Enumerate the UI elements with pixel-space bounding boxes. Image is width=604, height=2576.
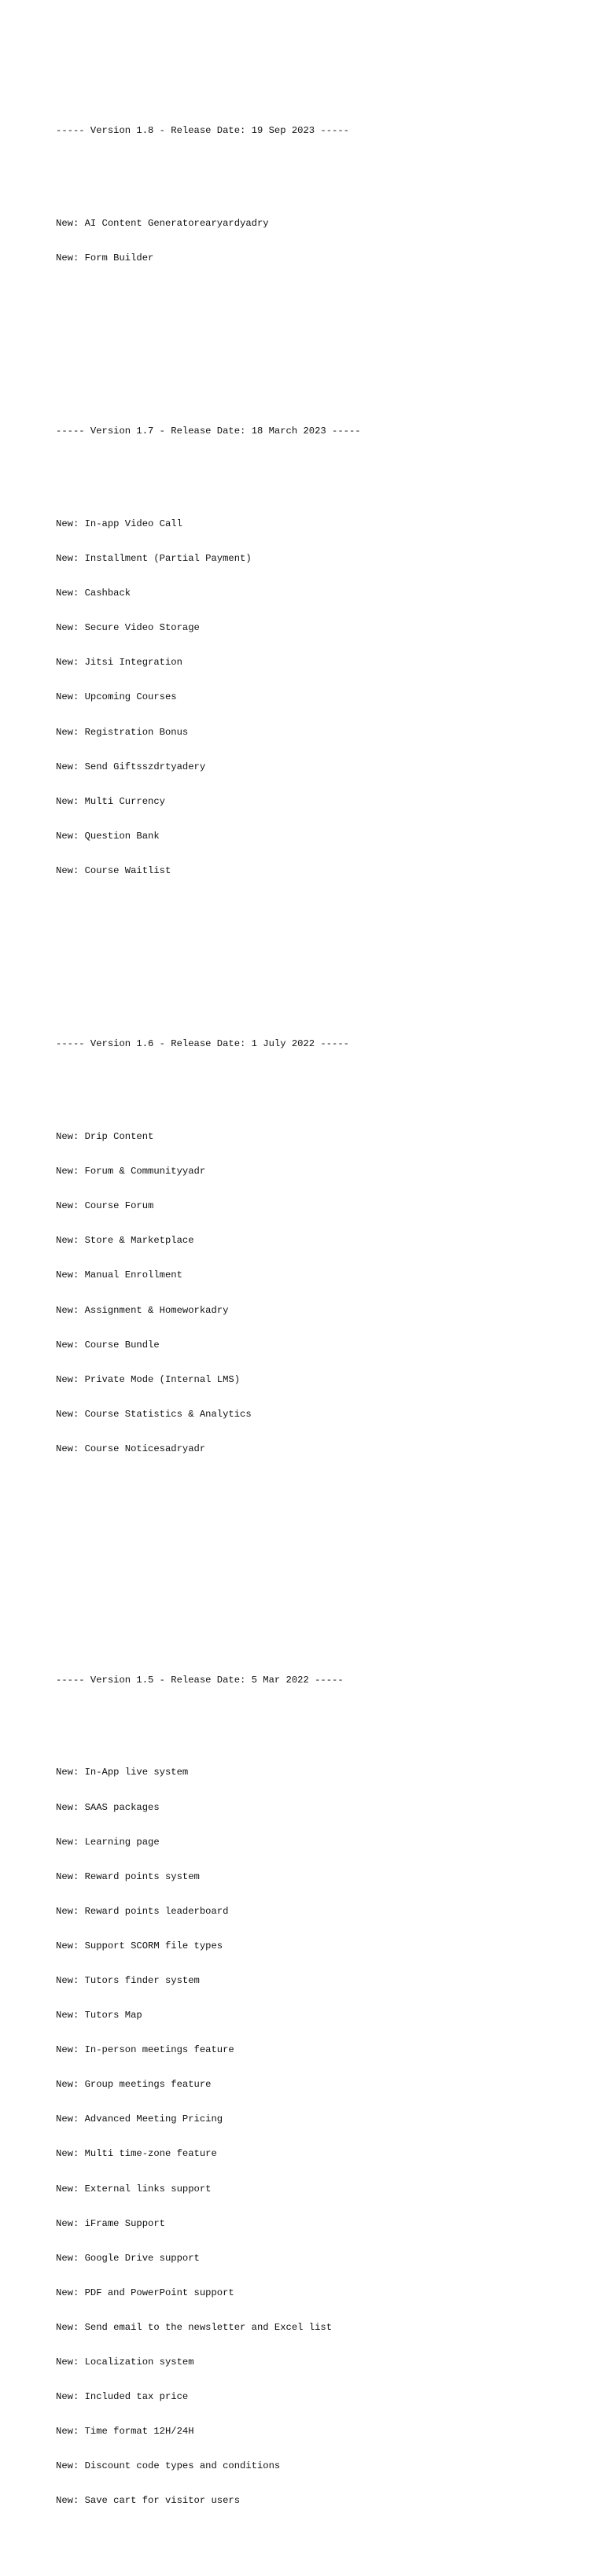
list-item: New: Tutors Map	[56, 2010, 142, 2021]
blank-line	[56, 1074, 591, 1085]
list-item: New: Send email to the newsletter and Excel list	[56, 2321, 333, 2333]
blank-line	[56, 160, 591, 171]
list-item: New: Support SCORM file types	[56, 1940, 223, 1951]
list-item: New: Drip Content	[56, 1131, 154, 1143]
list-item: New: In-app Video Call	[56, 518, 182, 530]
list-item: New: Localization system	[56, 2357, 194, 2368]
list-item: New: Course Noticesadryadr	[56, 1443, 206, 1454]
blank-line	[56, 1709, 591, 1721]
list-item: New: Cashback	[56, 588, 131, 599]
list-item: New: Installment (Partial Payment)	[56, 553, 252, 565]
blank-line	[56, 461, 591, 473]
list-item: New: PDF and PowerPoint support	[56, 2287, 234, 2298]
list-item: New: Send Giftsszdrtyadery	[56, 761, 206, 772]
list-item: New: Learning page	[56, 1836, 160, 1848]
list-item: New: AI Content Generatorearyardyadry	[56, 217, 269, 229]
list-item: New: Reward points leaderboard	[56, 1905, 229, 1917]
list-item: New: Registration Bonus	[56, 726, 189, 738]
list-item: New: Advanced Meeting Pricing	[56, 2113, 223, 2125]
feature-list	[56, 194, 591, 287]
list-item: New: Jitsi Integration	[56, 657, 182, 669]
list-item: New: Course Statistics & Analytics	[56, 1408, 252, 1420]
list-item: New: Google Drive support	[56, 2252, 200, 2264]
list-item: New: Form Builder	[56, 252, 154, 263]
section-gap	[56, 1536, 591, 1571]
feature-list	[56, 1108, 591, 1478]
version-section-1-5	[56, 1651, 591, 2552]
list-item: New: Tutors finder system	[56, 1974, 200, 1986]
version-section-1-8	[56, 102, 591, 311]
list-item: New: External links support	[56, 2183, 212, 2195]
list-item: New: Upcoming Courses	[56, 691, 177, 703]
list-item: New: Forum & Communityyadr	[56, 1166, 206, 1177]
list-item: New: Discount code types and conditions	[56, 2460, 281, 2472]
list-item: New: In-App live system	[56, 1767, 189, 1778]
blank-line	[56, 1594, 591, 1605]
list-item: New: Time format 12H/24H	[56, 2426, 194, 2438]
feature-list	[56, 1744, 591, 2530]
list-item: New: Reward points system	[56, 1870, 200, 1882]
list-item: New: Save cart for visitor users	[56, 2495, 241, 2507]
changelog-document	[56, 56, 591, 2576]
list-item: New: Assignment & Homeworkadry	[56, 1304, 229, 1316]
list-item: New: iFrame Support	[56, 2217, 165, 2229]
list-item: New: Manual Enrollment	[56, 1270, 182, 1281]
list-item: New: SAAS packages	[56, 1801, 160, 1813]
list-item: New: Question Bank	[56, 830, 160, 842]
version-header: ----- Version 1.8 - Release Date: 19 Sep 2023 -----	[56, 125, 349, 137]
list-item: New: Multi Currency	[56, 795, 165, 807]
blank-line	[56, 958, 591, 970]
list-item: New: Group meetings feature	[56, 2079, 212, 2091]
list-item: New: Multi time-zone feature	[56, 2148, 217, 2160]
version-header: ----- Version 1.5 - Release Date: 5 Mar 2022 -----	[56, 1674, 344, 1686]
list-item: New: Course Forum	[56, 1200, 154, 1212]
list-item: New: Course Bundle	[56, 1339, 160, 1351]
list-item: New: In-person meetings feature	[56, 2044, 234, 2056]
version-section-1-6	[56, 1015, 591, 1501]
list-item: New: Included tax price	[56, 2391, 189, 2403]
version-header: ----- Version 1.6 - Release Date: 1 July 2022 -----	[56, 1038, 349, 1050]
list-item: New: Store & Marketplace	[56, 1235, 194, 1247]
version-header: ----- Version 1.7 - Release Date: 18 March 2023 -----	[56, 426, 361, 437]
feature-list	[56, 496, 591, 900]
list-item: New: Course Waitlist	[56, 864, 171, 876]
list-item: New: Secure Video Storage	[56, 622, 200, 634]
version-section-1-7	[56, 403, 591, 923]
list-item: New: Private Mode (Internal LMS)	[56, 1373, 241, 1385]
blank-line	[56, 345, 591, 357]
